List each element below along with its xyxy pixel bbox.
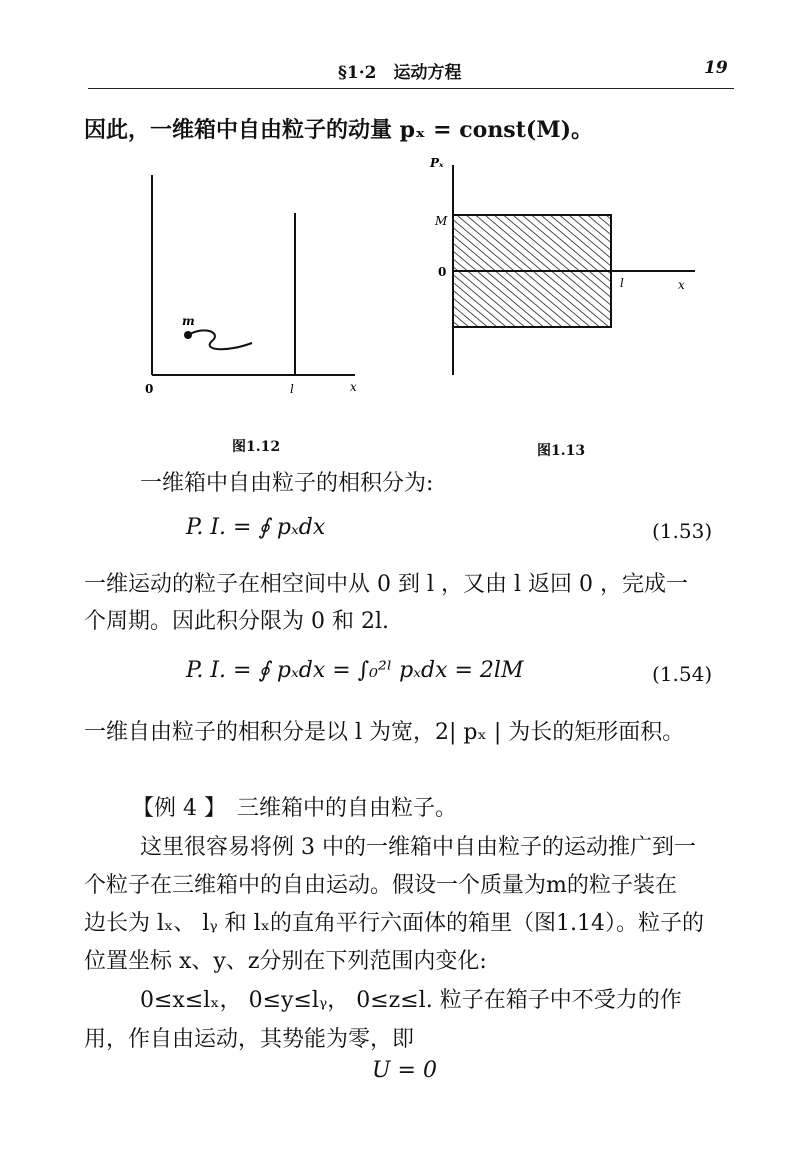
text-line-10: 位置坐标 x、y、z分别在下列范围内变化:: [84, 949, 487, 974]
text-line-9: 边长为 lₓ、 lᵧ 和 lₓ的直角平行六面体的箱里（图1.14）。粒子的: [84, 911, 704, 936]
fig13-x-label: x: [678, 278, 685, 292]
figure-1-12: [130, 165, 380, 405]
fig12-wall-label: l: [290, 382, 294, 396]
fig12-x-label: x: [350, 380, 357, 394]
equation-1-53-number: (1.53): [652, 519, 713, 543]
fig13-caption: 图1.13: [537, 443, 586, 459]
equation-1-54-number: (1.54): [652, 662, 713, 686]
text-line-2: 一维箱中自由粒子的相积分为:: [140, 471, 434, 496]
text-line-7: 这里很容易将例 3 中的一维箱中自由粒子的运动推广到一: [140, 835, 696, 860]
equation-potential: U = 0: [372, 1058, 437, 1083]
fig12-origin-label: 0: [145, 382, 154, 396]
fig13-wall-label: l: [620, 276, 624, 290]
fig13-origin-label: 0: [438, 265, 447, 279]
fig12-particle-label: m: [182, 314, 195, 328]
fig12-caption: 图1.12: [232, 439, 281, 455]
particle-path: [188, 330, 252, 349]
fig13-y-label: Pₓ: [430, 156, 444, 170]
header-rule: [88, 88, 734, 89]
text-line-11: 0≤x≤lₓ， 0≤y≤lᵧ， 0≤z≤l. 粒子在箱子中不受力的作: [140, 988, 682, 1013]
figure-1-13: [410, 145, 710, 385]
text-line-3: 一维运动的粒子在相空间中从 0 到 l ，又由 l 返回 0 ，完成一: [84, 572, 689, 597]
equation-1-54: P. I. = ∮ pₓdx = ∫₀²ˡ pₓdx = 2lM: [186, 658, 524, 683]
text-line-12: 用，作自由运动，其势能为零，即: [84, 1027, 415, 1052]
example-heading: 【例 4 】 三维箱中的自由粒子。: [132, 796, 457, 821]
equation-1-53: P. I. = ∮ pₓdx: [186, 515, 326, 540]
fig13-top-label: M: [435, 214, 448, 228]
text-line-8: 个粒子在三维箱中的自由运动。假设一个质量为m的粒子装在: [84, 873, 677, 898]
text-line-4: 个周期。因此积分限为 0 和 2l.: [84, 609, 390, 634]
running-header-title: §1·2 运动方程: [338, 63, 462, 83]
page-number: 19: [704, 58, 728, 78]
text-line-1: 因此，一维箱中自由粒子的动量 pₓ = const(M)。: [84, 117, 594, 143]
text-line-5: 一维自由粒子的相积分是以 l 为宽，2| pₓ | 为长的矩形面积。: [84, 720, 685, 745]
